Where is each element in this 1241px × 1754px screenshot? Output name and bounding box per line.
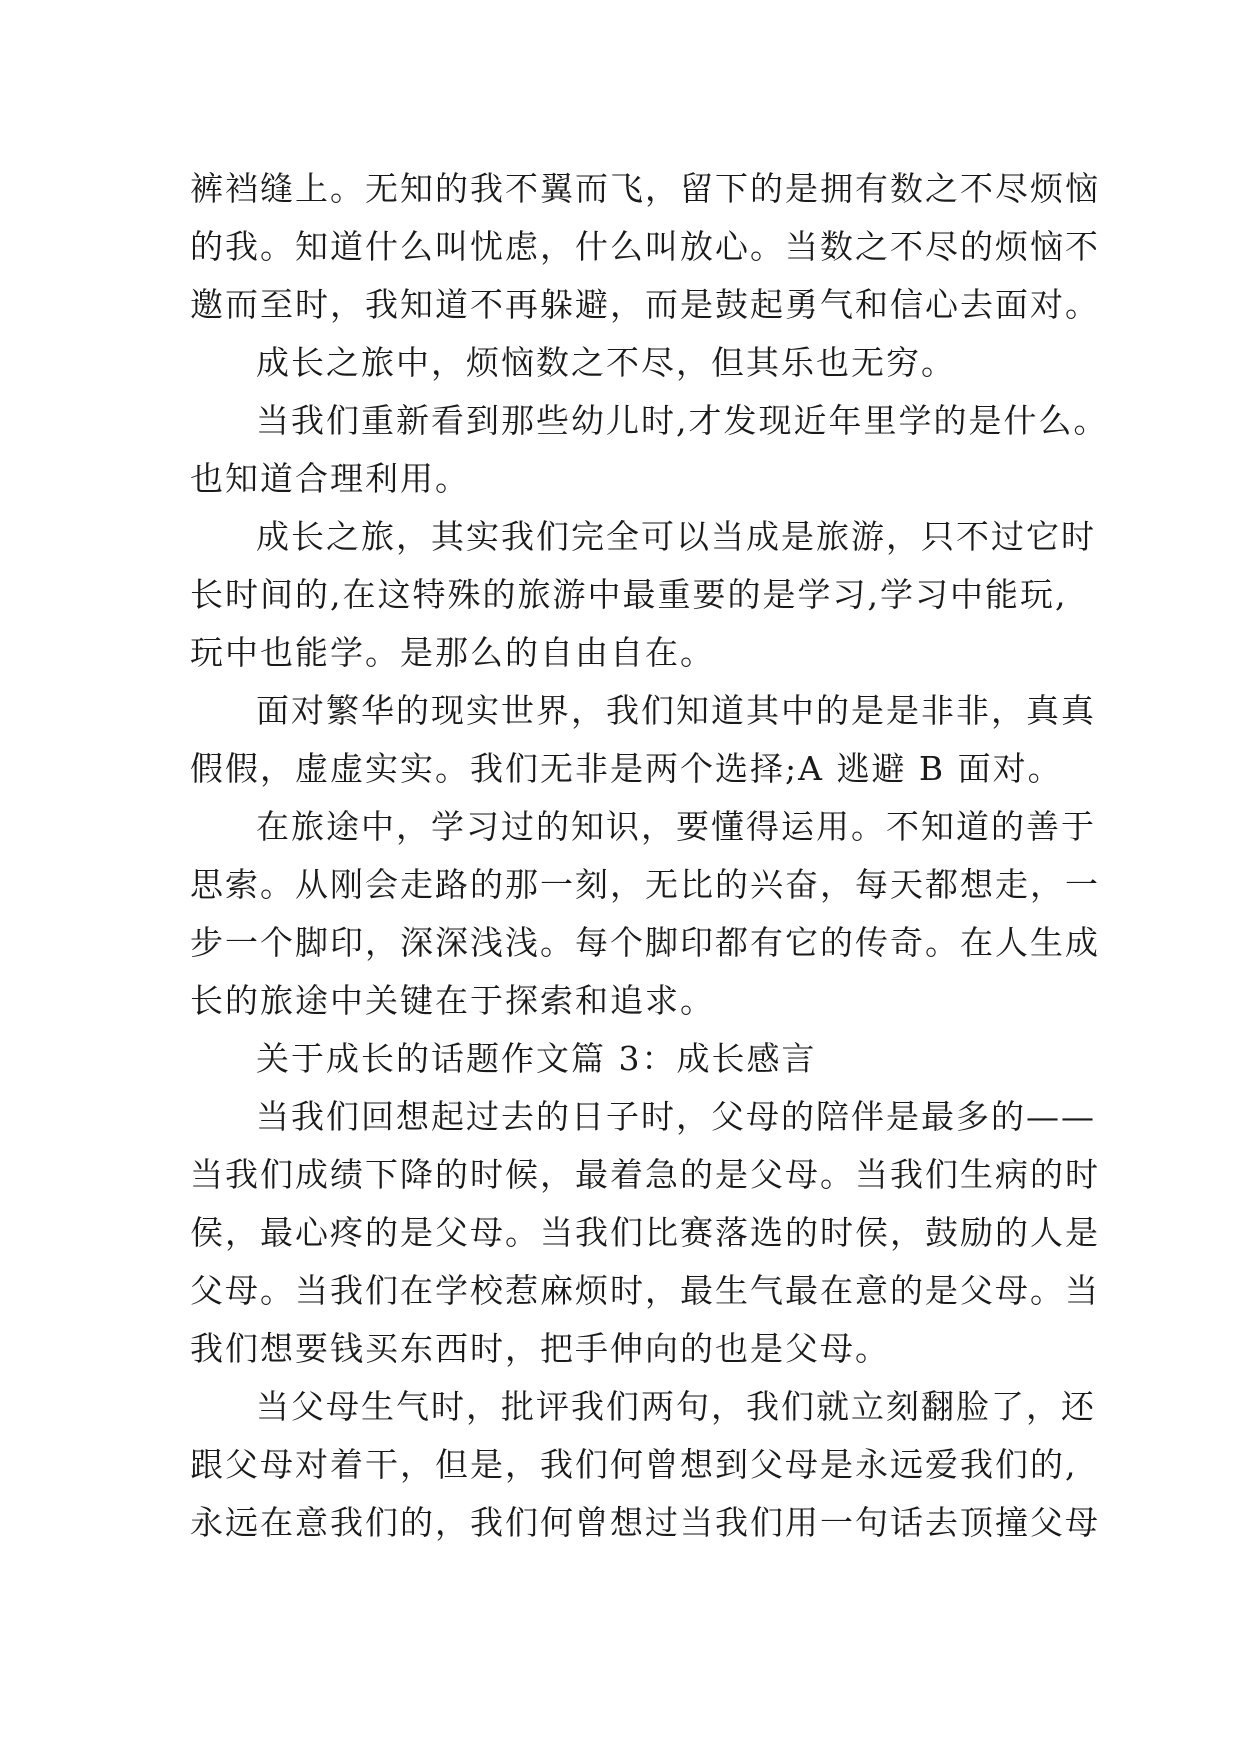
text-line: 长的旅途中关键在于探索和追求。 bbox=[190, 981, 715, 1020]
paragraph-start-line: 在旅途中，学习过的知识，要懂得运用。不知道的善于 bbox=[256, 807, 1096, 846]
paragraph-start-line: 当父母生气时，批评我们两句，我们就立刻翻脸了，还 bbox=[256, 1387, 1096, 1426]
text-line: 邀而至时，我知道不再躲避，而是鼓起勇气和信心去面对。 bbox=[190, 285, 1100, 324]
text-line: 跟父母对着干，但是，我们何曾想到父母是永远爱我们的, bbox=[190, 1445, 1078, 1484]
document-body bbox=[190, 160, 1109, 1552]
text-line: 永远在意我们的，我们何曾想过当我们用一句话去顶撞父母 bbox=[190, 1503, 1100, 1542]
text-line: 裤裆缝上。无知的我不翼而飞，留下的是拥有数之不尽烦恼 bbox=[190, 169, 1100, 208]
section-heading: 关于成长的话题作文篇 3：成长感言 bbox=[256, 1039, 817, 1078]
paragraph-start-line: 成长之旅中，烦恼数之不尽，但其乐也无穷。 bbox=[256, 343, 956, 382]
text-line: 父母。当我们在学校惹麻烦时，最生气最在意的是父母。当 bbox=[190, 1271, 1100, 1310]
text-line: 假假，虚虚实实。我们无非是两个选择;A 逃避 B 面对。 bbox=[190, 749, 1063, 788]
paragraph-start-line: 当我们回想起过去的日子时，父母的陪伴是最多的—— bbox=[256, 1097, 1096, 1136]
paragraph-start-line: 当我们重新看到那些幼儿时,才发现近年里学的是什么。 bbox=[256, 401, 1109, 440]
text-line: 侯，最心疼的是父母。当我们比赛落选的时侯，鼓励的人是 bbox=[190, 1213, 1100, 1252]
text-line: 长时间的,在这特殊的旅游中最重要的是学习,学习中能玩, bbox=[190, 575, 1068, 614]
text-line: 玩中也能学。是那么的自由自在。 bbox=[190, 633, 715, 672]
text-line: 我们想要钱买东西时，把手伸向的也是父母。 bbox=[190, 1329, 890, 1368]
text-line: 的我。知道什么叫忧虑，什么叫放心。当数之不尽的烦恼不 bbox=[190, 227, 1100, 266]
text-line: 步一个脚印，深深浅浅。每个脚印都有它的传奇。在人生成 bbox=[190, 923, 1100, 962]
text-line: 当我们成绩下降的时候，最着急的是父母。当我们生病的时 bbox=[190, 1155, 1100, 1194]
text-line: 思索。从刚会走路的那一刻，无比的兴奋，每天都想走，一 bbox=[190, 865, 1100, 904]
paragraph-start-line: 面对繁华的现实世界，我们知道其中的是是非非，真真 bbox=[256, 691, 1096, 730]
paragraph-start-line: 成长之旅，其实我们完全可以当成是旅游，只不过它时 bbox=[256, 517, 1096, 556]
text-line: 也知道合理利用。 bbox=[190, 459, 470, 498]
